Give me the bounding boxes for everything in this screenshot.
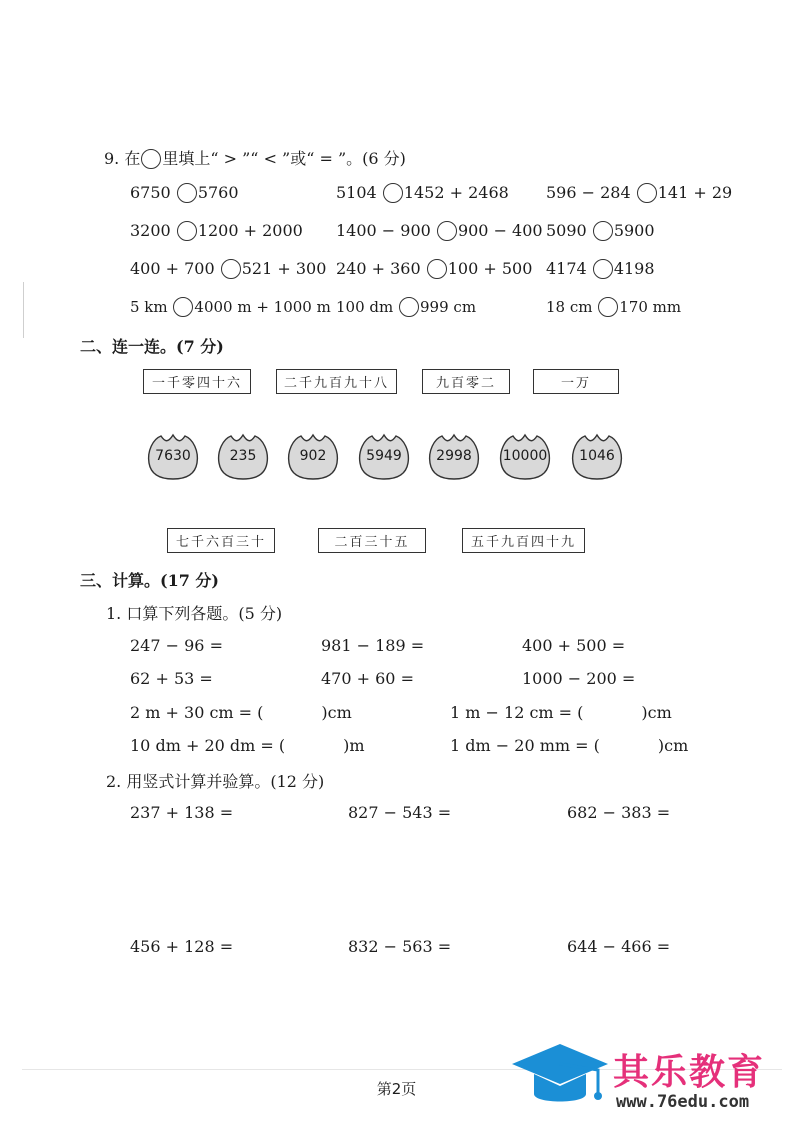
compare-circle[interactable] <box>177 221 197 241</box>
q9-item: 100 dm 999 cm <box>336 298 477 316</box>
compare-circle[interactable] <box>177 183 197 203</box>
word-box[interactable]: 七千六百三十 <box>167 528 275 553</box>
compare-circle[interactable] <box>399 297 419 317</box>
vertical-calc-item: 832 − 563 = <box>348 937 452 956</box>
unit-item: 2 m + 30 cm = ( )cm <box>130 703 352 722</box>
mental-item: 470 + 60 = <box>321 669 414 688</box>
unit-item: 1 dm − 20 mm = ( )cm <box>450 736 689 755</box>
part1-title: 1. 口算下列各题。(5 分) <box>106 604 283 623</box>
mental-item: 1000 − 200 = <box>522 669 636 688</box>
unit-item: 1 m − 12 cm = ( )cm <box>450 703 672 722</box>
part2-title: 2. 用竖式计算并验算。(12 分) <box>106 772 325 791</box>
graduation-cap-icon <box>510 1042 610 1114</box>
section3-title: 三、计算。(17 分) <box>80 571 219 590</box>
word-box[interactable]: 一千零四十六 <box>143 369 251 394</box>
page-number: 第2页 <box>376 1080 417 1098</box>
q9-item: 596 − 284 141 + 29 <box>546 183 733 202</box>
q9-item: 240 + 360 100 + 500 <box>336 259 533 278</box>
vertical-calc-item: 644 − 466 = <box>567 937 671 956</box>
lotus-number[interactable]: 2998 <box>426 433 482 481</box>
q9-item: 5 km 4000 m + 1000 m <box>130 298 331 316</box>
vertical-calc-item: 682 − 383 = <box>567 803 671 822</box>
compare-circle[interactable] <box>383 183 403 203</box>
compare-circle[interactable] <box>598 297 618 317</box>
mental-item: 247 − 96 = <box>130 636 223 655</box>
word-box[interactable]: 一万 <box>533 369 619 394</box>
q9-item: 5090 5900 <box>546 221 655 240</box>
section2-title: 二、连一连。(7 分) <box>80 337 224 356</box>
margin-mark <box>23 282 24 338</box>
compare-circle-icon <box>141 149 161 169</box>
word-box[interactable]: 二千九百九十八 <box>276 369 397 394</box>
q9-title-suffix: 里填上“ > ”“ < ”或“ = ”。(6 分) <box>162 149 406 168</box>
vertical-calc-item: 827 − 543 = <box>348 803 452 822</box>
q9-title <box>104 146 406 169</box>
logo-name: 其乐教育 <box>613 1052 766 1093</box>
mental-item: 62 + 53 = <box>130 669 213 688</box>
word-box[interactable]: 二百三十五 <box>318 528 426 553</box>
compare-circle[interactable] <box>221 259 241 279</box>
lotus-number[interactable]: 10000 <box>497 433 553 481</box>
q9-item: 6750 5760 <box>130 183 239 202</box>
compare-circle[interactable] <box>637 183 657 203</box>
lotus-number[interactable]: 1046 <box>569 433 625 481</box>
compare-circle[interactable] <box>593 221 613 241</box>
logo-url: www.76edu.com <box>616 1092 750 1112</box>
q9-item: 5104 1452 + 2468 <box>336 183 509 202</box>
compare-circle[interactable] <box>427 259 447 279</box>
compare-circle[interactable] <box>437 221 457 241</box>
q9-item: 400 + 700 521 + 300 <box>130 259 327 278</box>
unit-item: 10 dm + 20 dm = ( )m <box>130 736 365 755</box>
vertical-calc-item: 237 + 138 = <box>130 803 234 822</box>
q9-item: 1400 − 900 900 − 400 <box>336 221 543 240</box>
q9-title-prefix: 9. 在 <box>104 149 141 168</box>
vertical-calc-item: 456 + 128 = <box>130 937 234 956</box>
mental-item: 981 − 189 = <box>321 636 425 655</box>
word-box[interactable]: 五千九百四十九 <box>462 528 585 553</box>
lotus-number[interactable]: 902 <box>285 433 341 481</box>
lotus-number[interactable]: 7630 <box>145 433 201 481</box>
word-box[interactable]: 九百零二 <box>422 369 510 394</box>
compare-circle[interactable] <box>173 297 193 317</box>
q9-item: 18 cm 170 mm <box>546 298 682 316</box>
lotus-number[interactable]: 235 <box>215 433 271 481</box>
q9-item: 3200 1200 + 2000 <box>130 221 303 240</box>
q9-item: 4174 4198 <box>546 259 655 278</box>
mental-item: 400 + 500 = <box>522 636 626 655</box>
lotus-number[interactable]: 5949 <box>356 433 412 481</box>
compare-circle[interactable] <box>593 259 613 279</box>
